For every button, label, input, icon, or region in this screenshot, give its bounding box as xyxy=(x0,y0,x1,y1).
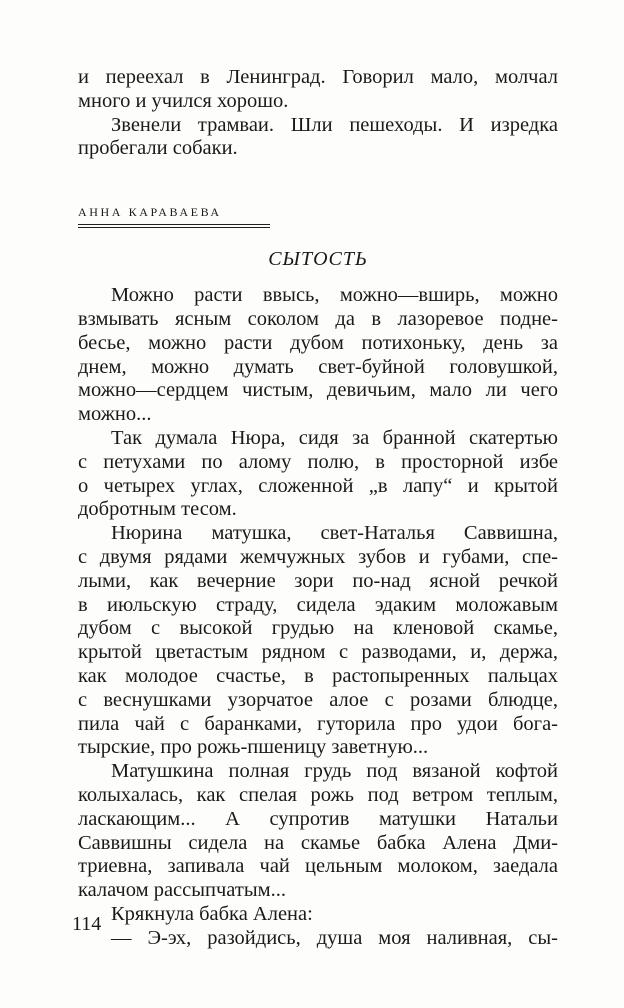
text-line: пила чай с баранками, гуторила про удои бога- xyxy=(78,712,558,735)
text-line: много и учился хорошо. xyxy=(78,89,289,112)
text-line: и переехал в Ленинград. Говорил мало, молчал xyxy=(78,66,558,88)
text-line: можно... xyxy=(78,403,152,426)
text-line: крытой цветастым рядном с разводами, и, держа, xyxy=(78,641,558,664)
text-line: Можно расти ввысь, можно—вширь, можно xyxy=(111,284,558,307)
author-heading xyxy=(78,205,270,228)
text-line: ласкающим... А супротив матушки Натальи xyxy=(78,807,558,830)
text-line: Матушкина полная грудь под вязаной кофтой xyxy=(111,760,558,783)
text-line: Звенели трамваи. Шли пешеходы. И изредка xyxy=(111,113,558,136)
text-line: Крякнула бабка Алена: xyxy=(111,902,313,925)
text-line: Нюрина матушка, свет-Наталья Саввишна, xyxy=(111,522,558,545)
text-line: колыхалась, как спелая рожь под ветром теплым, xyxy=(78,783,558,806)
text-line: Саввишны сидела на скамье бабка Алена Дми- xyxy=(78,831,558,854)
text-line: — Э-эх, разойдись, душа моя наливная, сы- xyxy=(111,926,558,949)
double-rule xyxy=(78,227,270,228)
double-rule xyxy=(78,224,270,225)
text-line: пробегали собаки. xyxy=(78,137,238,160)
text-line: добротным тесом. xyxy=(78,498,237,521)
page-body xyxy=(78,66,558,951)
page-number: 114 xyxy=(72,913,102,935)
text-line: в июльскую страду, сидела эдаким моложавым xyxy=(78,593,558,616)
text-line: о четырех углах, сложенной „в лапу“ и крытой xyxy=(78,474,558,497)
text-line: взмывать ясным соколом да в лазоревое подне- xyxy=(78,307,558,330)
text-line: с двумя рядами жемчужных зубов и губами, спе- xyxy=(78,545,558,568)
text-line: тырские, про рожь-пшеницу заветную... xyxy=(78,736,429,759)
text-line: бесье, можно расти дубом потихоньку, день за xyxy=(78,331,558,354)
story-title: СЫТОСТЬ xyxy=(268,248,368,271)
text-line: калачом рассыпчатым... xyxy=(78,879,286,902)
author-name: АННА КАРАВАЕВА xyxy=(78,205,222,220)
text-line: Так думала Нюра, сидя за бранной скатертью xyxy=(111,426,558,449)
text-line: с веснушками узорчатое алое с розами блюдце, xyxy=(78,688,558,711)
text-line: лыми, как вечерние зори по-над ясной речкой xyxy=(78,569,558,592)
text-line: днем, можно думать свет-буйной головушкой, xyxy=(78,355,558,378)
text-line: триевна, запивала чай цельным молоком, заедала xyxy=(78,855,558,878)
text-line: с петухами по алому полю, в просторной избе xyxy=(78,450,558,473)
text-line: как молодое счастье, в растопыренных пальцах xyxy=(78,664,558,687)
text-line: дубом с высокой грудью на кленовой скамье, xyxy=(78,617,558,640)
text-line: можно—сердцем чистым, девичьим, мало ли чего xyxy=(78,379,558,402)
